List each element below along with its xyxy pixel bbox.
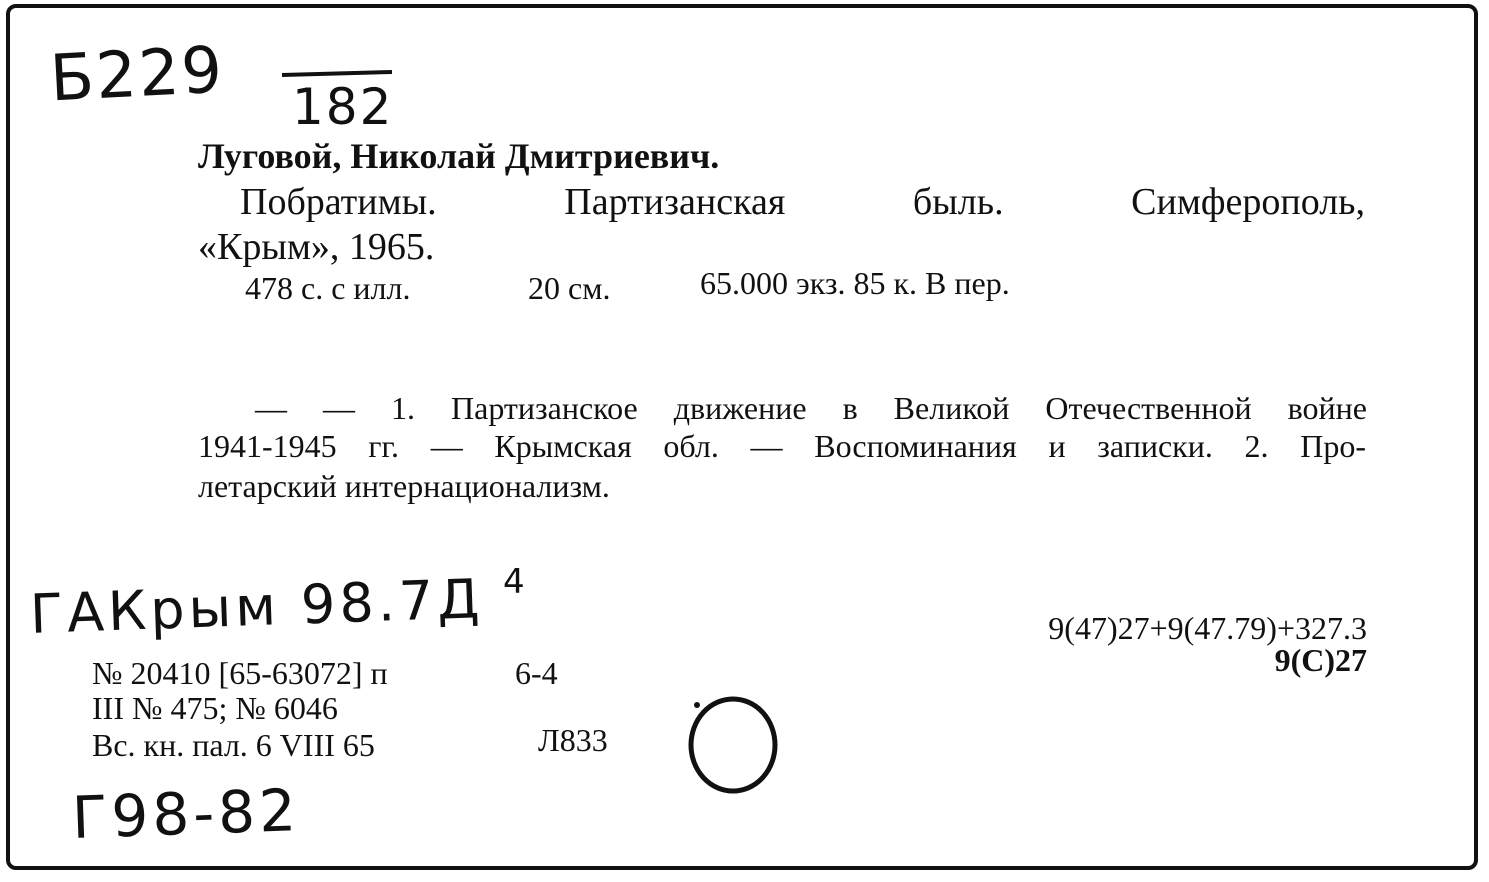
author-heading: Луговой, Николай Дмитриевич.: [198, 136, 720, 176]
punch-hole-circle: [691, 699, 775, 791]
classification-line-2: 9(С)27: [1274, 642, 1367, 678]
title-line: Побратимы. Партизанская быль. Симферополь,: [240, 181, 1365, 223]
pages-info: 478 с. с илл.: [245, 270, 411, 306]
archive-code-superscript: 4: [503, 562, 529, 602]
imprint-chamber: Вс. кн. пал. 6 VIII 65: [92, 727, 375, 763]
subject-line-1: — — 1. Партизанское движение в Великой Отечественной войне: [255, 390, 1367, 426]
shelfmark-subnumber: 182: [292, 78, 394, 136]
publisher-line: «Крым», 1965.: [198, 226, 435, 268]
ink-dot: [694, 702, 700, 708]
shelfmark-overline: [282, 72, 392, 75]
classification-line-1: 9(47)27+9(47.79)+327.3: [1048, 610, 1367, 646]
print-run-price: 65.000 экз. 85 к. В пер.: [700, 265, 1010, 301]
subject-line-3: летарский интернационализм.: [198, 468, 610, 504]
bottom-code-handwritten: Г98-82: [70, 776, 302, 852]
imprint-number: № 20410 [65-63072] п: [92, 655, 388, 691]
subject-line-2: 1941-1945 гг. — Крымская обл. — Воспоминания и записки. 2. Про-: [198, 428, 1366, 464]
imprint-code: 6-4: [515, 655, 558, 691]
imprint-l-code: Л833: [538, 722, 608, 758]
imprint-line-2: III № 475; № 6046: [92, 690, 338, 726]
archive-code-handwritten: ГАКрым 98.7Д: [29, 567, 485, 646]
shelfmark-code: Б229: [48, 33, 226, 117]
size-info: 20 см.: [528, 270, 611, 306]
